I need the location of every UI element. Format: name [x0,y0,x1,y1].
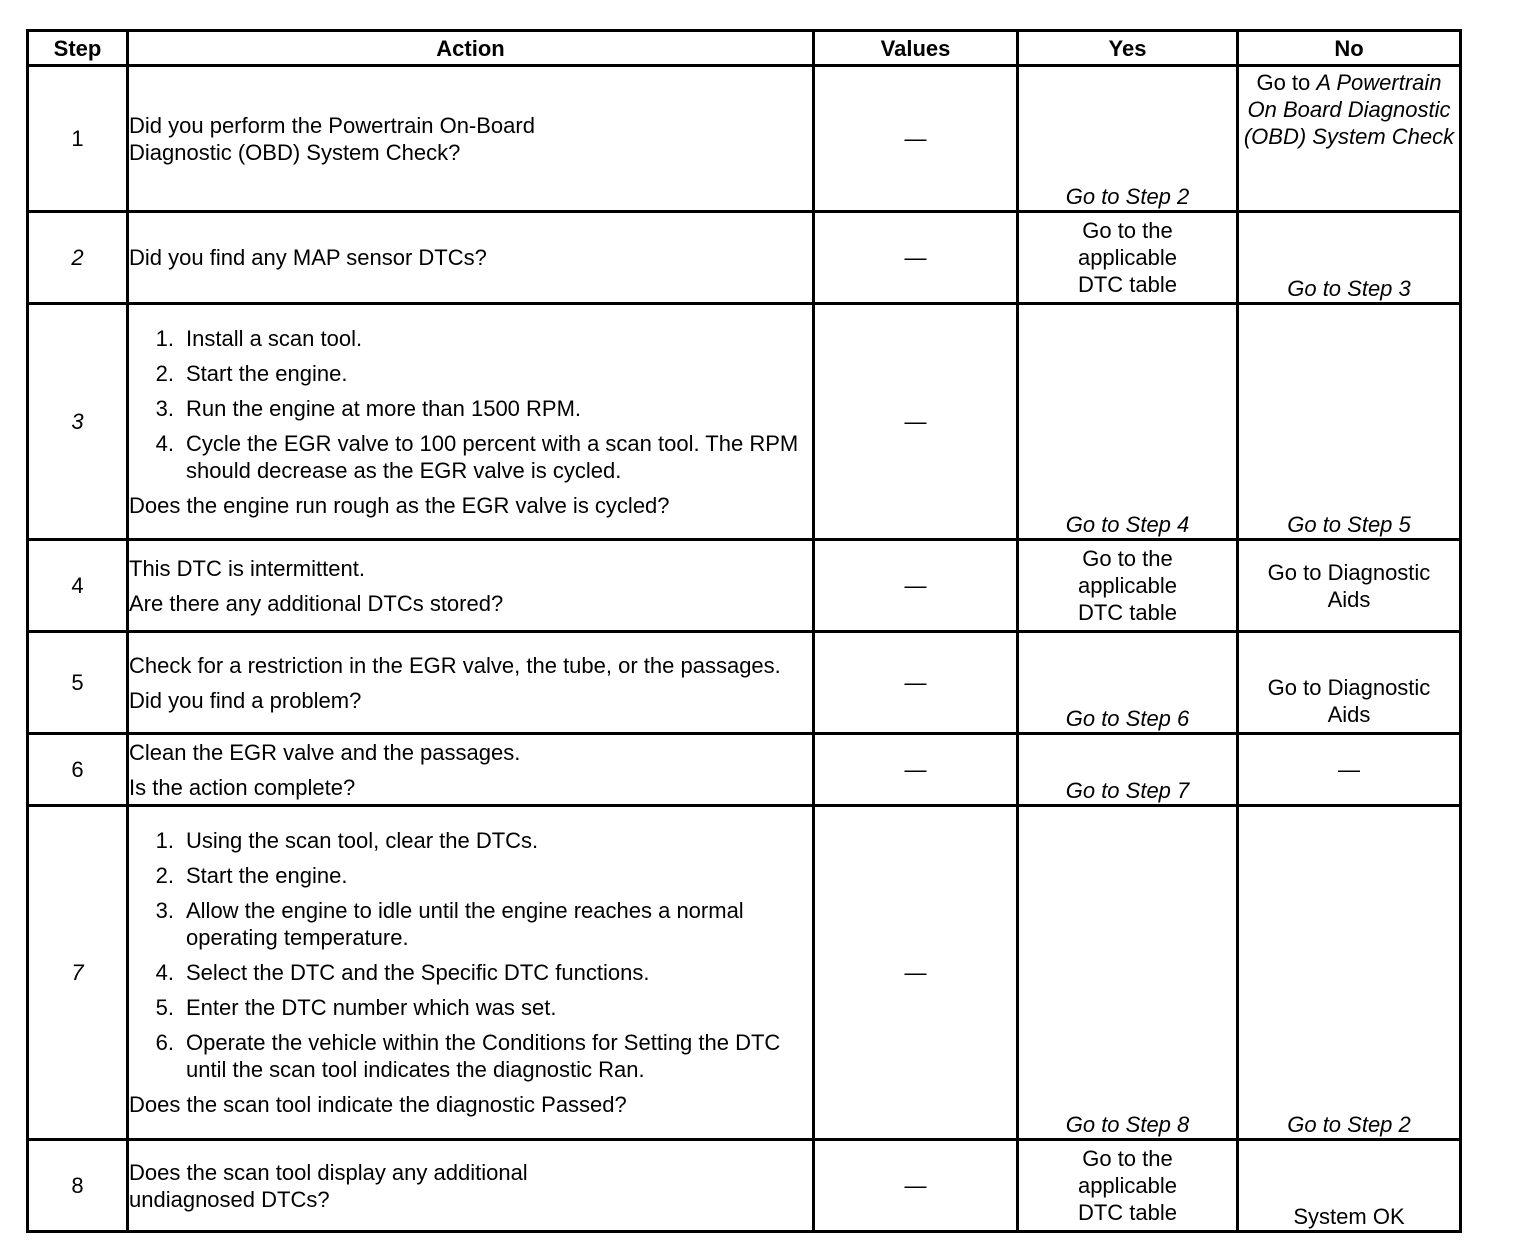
yes-cell: Go to the applicable DTC table [1018,1140,1238,1232]
action-text: Check for a restriction in the EGR valve, the tube, or the passages. [129,652,781,678]
step-number: 6 [28,734,128,806]
table-row [28,304,1461,540]
table-row [28,734,1461,806]
action-question: Does the scan tool indicate the diagnostic Passed? [129,1092,627,1117]
action-cell [128,632,814,734]
no-prefix: Go to [1256,70,1311,95]
header-no: No [1238,31,1461,66]
action-cell [128,212,814,304]
table-row [28,66,1461,212]
header-yes: Yes [1018,31,1238,66]
list-item: 6. Operate the vehicle within the Conditions for Setting the DTC until the scan tool indicates the diagnostic Ran. [155,1030,781,1082]
action-cell [128,806,814,1140]
step-list [129,325,812,484]
yes-cell: Go to Step 7 [1018,734,1238,806]
action-question: Is the action complete? [129,774,356,800]
no-cell: Go to Step 2 [1238,806,1461,1140]
list-item: 2. Start the engine. [155,863,348,888]
list-item: 3. Allow the engine to idle until the engine reaches a normal operating temperature. [155,898,744,950]
header-step: Step [28,31,128,66]
action-cell [128,1140,814,1232]
step-number: 3 [28,304,128,540]
list-item: 4. Select the DTC and the Specific DTC functions. [155,960,650,985]
yes-cell: Go to Step 2 [1018,66,1238,212]
values-cell: — [814,734,1018,806]
values-cell: — [814,806,1018,1140]
header-action: Action [128,31,814,66]
table-row [28,212,1461,304]
list-item: 1. Install a scan tool. [155,325,363,351]
action-cell [128,734,814,806]
list-item: 5. Enter the DTC number which was set. [155,995,557,1020]
action-cell [128,304,814,540]
list-item: 1. Using the scan tool, clear the DTCs. [155,828,539,853]
action-text: Clean the EGR valve and the passages. [129,739,521,765]
step-number: 2 [28,212,128,304]
header-row [28,31,1461,66]
step-number: 4 [28,540,128,632]
action-text: This DTC is intermittent. [129,555,365,581]
yes-cell: Go to Step 4 [1018,304,1238,540]
step-number: 5 [28,632,128,734]
step-number: 7 [28,806,128,1140]
action-cell [128,66,814,212]
no-link: A Powertrain On Board Diagnostic (OBD) System Check [1243,70,1455,149]
header-values: Values [814,31,1018,66]
action-cell [128,540,814,632]
list-item: 2. Start the engine. [155,360,348,386]
step-number: 8 [28,1140,128,1232]
table-row [28,632,1461,734]
action-question: Are there any additional DTCs stored? [129,590,504,616]
step-number: 1 [28,66,128,212]
yes-cell: Go to the applicable DTC table [1018,540,1238,632]
no-cell: System OK [1238,1140,1461,1232]
yes-cell: Go to the applicable DTC table [1018,212,1238,304]
no-cell [1238,66,1461,212]
values-cell: — [814,540,1018,632]
values-cell: — [814,66,1018,212]
action-text: Did you find any MAP sensor DTCs? [129,245,487,270]
values-cell: — [814,632,1018,734]
action-question: Did you find a problem? [129,687,362,713]
yes-cell: Go to Step 6 [1018,632,1238,734]
no-cell: — [1238,734,1461,806]
table-row [28,540,1461,632]
table-row [28,806,1461,1140]
diagnostic-table [26,29,1462,1233]
no-cell: Go to Step 5 [1238,304,1461,540]
step-list [129,827,812,1083]
values-cell: — [814,304,1018,540]
action-text: Does the scan tool display any additional undiagnosed DTCs? [129,1159,528,1212]
values-cell: — [814,212,1018,304]
table-row [28,1140,1461,1232]
no-cell: Go to Diagnostic Aids [1238,632,1461,734]
yes-cell: Go to Step 8 [1018,806,1238,1140]
no-cell: Go to Diagnostic Aids [1238,540,1461,632]
action-question: Does the engine run rough as the EGR valve is cycled? [129,492,670,518]
action-text: Did you perform the Powertrain On-Board Diagnostic (OBD) System Check? [129,112,535,165]
list-item: 4. Cycle the EGR valve to 100 percent with a scan tool. The RPM should decrease as the EGR valve is cycled. [155,430,799,483]
values-cell: — [814,1140,1018,1232]
no-cell: Go to Step 3 [1238,212,1461,304]
list-item: 3. Run the engine at more than 1500 RPM. [155,395,582,421]
